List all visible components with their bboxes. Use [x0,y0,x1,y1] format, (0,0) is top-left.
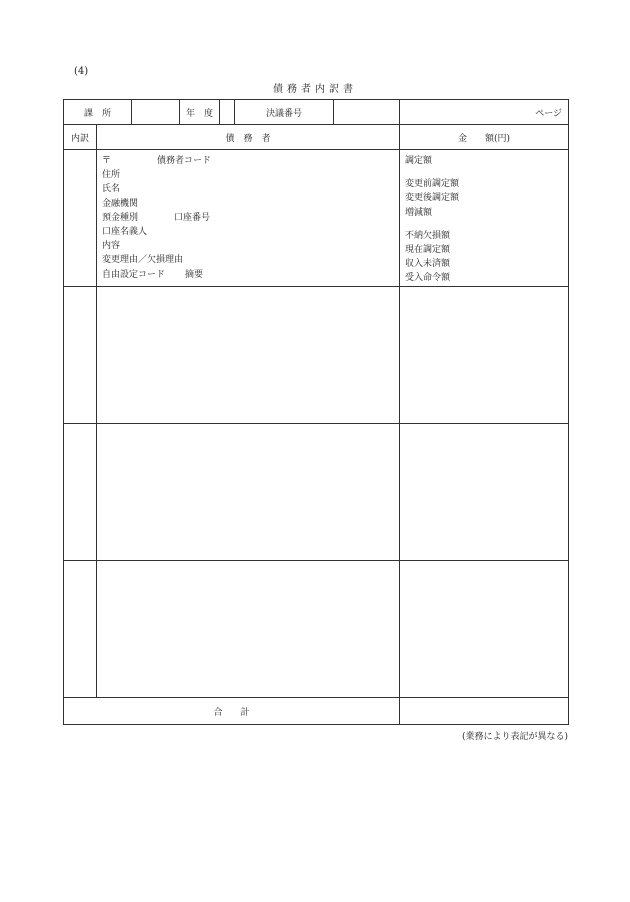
entry-block-3 [64,424,569,561]
postal-label: 〒 [102,156,112,166]
after-change-label: 変更後調定額 [405,193,460,204]
debtor-breakdown-form [63,99,569,725]
total-label: 合 計 [64,698,400,725]
header-row [64,100,569,125]
debtor-cell[interactable] [97,424,400,561]
entry-block-2 [64,287,569,424]
before-change-label: 変更前調定額 [405,179,460,190]
amount-cell [400,150,569,287]
nendo-value[interactable] [220,100,235,125]
name-label: 氏名 [102,184,121,195]
account-holder-label: 口座名義人 [102,226,148,237]
ka-sho-label: 課 所 [64,100,132,125]
entry-block-1 [64,150,569,287]
ketsugi-bango-value[interactable] [334,100,400,125]
uncollected-label: 収入未済額 [405,259,451,270]
increase-decrease-label: 増減額 [405,207,433,218]
change-reason-label: 変更理由／欠損理由 [102,255,184,266]
amount-cell[interactable] [400,424,569,561]
receipt-order-label: 受入命令額 [405,273,451,284]
debtor-cell [97,150,400,287]
footnote: (業務により表記が異なる) [461,732,568,742]
bank-label: 金融機関 [102,198,139,209]
amount-cell[interactable] [400,287,569,424]
debtor-cell[interactable] [97,561,400,698]
uchiwake-cell[interactable] [64,287,97,424]
entry-block-4 [64,561,569,698]
assessed-label: 調定額 [405,156,433,166]
amount-cell[interactable] [400,561,569,698]
page-label: ページ [400,100,569,125]
kingaku-header: 金 額(円) [400,125,569,150]
deposit-type-label: 預金種別 [102,212,139,223]
free-code-label: 自由設定コード [102,269,166,280]
uchiwake-cell[interactable] [64,561,97,698]
total-amount-cell[interactable] [400,698,569,725]
ketsugi-bango-label: 決議番号 [235,100,334,125]
total-row [64,698,569,725]
page-title: 債務者内訳書 [273,84,357,95]
current-assessed-label: 現在調定額 [405,244,451,255]
uchiwake-header: 内訳 [64,125,97,150]
column-header-row [64,125,569,150]
saimusha-header: 債 務 者 [97,125,400,150]
debtor-code-label: 債務者コード [157,156,212,166]
summary-label: 摘要 [185,269,204,280]
nendo-label: 年 度 [180,100,220,125]
non-payment-loss-label: 不納欠損額 [405,230,451,241]
account-number-label: 口座番号 [174,212,211,223]
sheet-number: (4) [74,66,89,77]
uchiwake-cell[interactable] [64,424,97,561]
address-label: 住所 [102,170,121,181]
content-label: 内容 [102,241,121,252]
ka-sho-value[interactable] [132,100,180,125]
debtor-cell[interactable] [97,287,400,424]
uchiwake-cell[interactable] [64,150,97,287]
